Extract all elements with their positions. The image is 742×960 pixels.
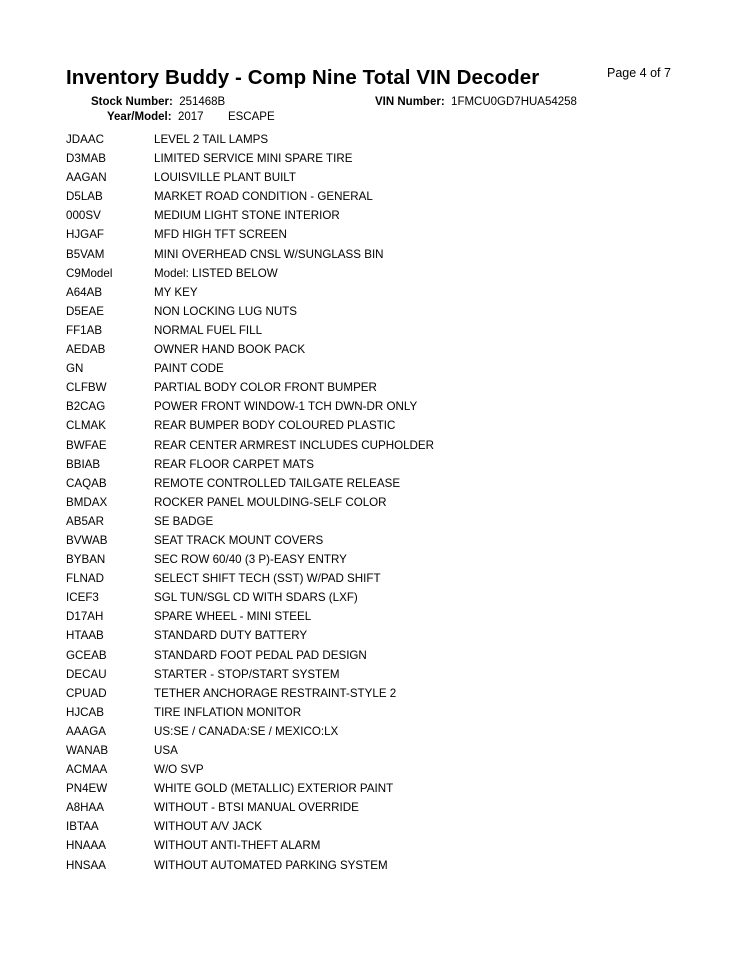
option-description: MEDIUM LIGHT STONE INTERIOR xyxy=(154,209,340,223)
option-description: NON LOCKING LUG NUTS xyxy=(154,304,298,318)
option-description: SGL TUN/SGL CD WITH SDARS (LXF) xyxy=(154,591,358,605)
list-item xyxy=(0,494,742,513)
option-description: REAR CENTER ARMREST INCLUDES CUPHOLDER xyxy=(154,438,435,452)
list-item xyxy=(0,303,742,322)
option-description: MINI OVERHEAD CNSL W/SUNGLASS BIN xyxy=(154,247,384,261)
page-number: Page 4 of 7 xyxy=(607,66,671,80)
list-item xyxy=(0,818,742,837)
list-item xyxy=(0,246,742,265)
option-description: SEC ROW 60/40 (3 P)-EASY ENTRY xyxy=(154,553,347,567)
list-item xyxy=(0,188,742,207)
option-code: CPUAD xyxy=(66,686,107,700)
vin-number-field xyxy=(375,96,577,108)
option-description: REAR BUMPER BODY COLOURED PLASTIC xyxy=(154,419,396,433)
list-item xyxy=(0,589,742,608)
option-code: AAAGA xyxy=(66,724,106,738)
list-item xyxy=(0,532,742,551)
option-code: BBIAB xyxy=(66,457,101,471)
option-code: C9Model xyxy=(66,266,113,280)
option-description: ROCKER PANEL MOULDING-SELF COLOR xyxy=(154,495,387,509)
option-code: D5LAB xyxy=(66,190,103,204)
list-item xyxy=(0,379,742,398)
option-description: WHITE GOLD (METALLIC) EXTERIOR PAINT xyxy=(154,782,394,796)
stock-number-field xyxy=(91,96,225,108)
option-description: REMOTE CONTROLLED TAILGATE RELEASE xyxy=(154,476,401,490)
list-item xyxy=(0,666,742,685)
list-item xyxy=(0,704,742,723)
option-code: BYBAN xyxy=(66,553,106,567)
list-item xyxy=(0,551,742,570)
year-value: 2017 xyxy=(177,111,204,123)
option-code: A64AB xyxy=(66,285,103,299)
list-item xyxy=(0,207,742,226)
list-item xyxy=(0,513,742,532)
vin-number-label: VIN Number: xyxy=(375,96,445,108)
list-item xyxy=(0,608,742,627)
option-description: LEVEL 2 TAIL LAMPS xyxy=(154,133,269,146)
option-description: PARTIAL BODY COLOR FRONT BUMPER xyxy=(154,381,377,395)
list-item xyxy=(0,723,742,742)
list-item xyxy=(0,284,742,303)
option-description: W/O SVP xyxy=(154,763,204,777)
option-code: HJGAF xyxy=(66,228,105,242)
list-item xyxy=(0,150,742,169)
option-description: WITHOUT AUTOMATED PARKING SYSTEM xyxy=(154,858,388,872)
option-description: Model: LISTED BELOW xyxy=(154,266,278,280)
option-description: REAR FLOOR CARPET MATS xyxy=(154,457,314,471)
option-code: ACMAA xyxy=(66,763,108,777)
option-description: SELECT SHIFT TECH (SST) W/PAD SHIFT xyxy=(154,572,381,586)
option-description: SPARE WHEEL - MINI STEEL xyxy=(154,610,312,624)
option-code: D3MAB xyxy=(66,152,106,166)
option-code: HNSAA xyxy=(66,858,106,872)
option-code: JDAAC xyxy=(66,133,105,146)
option-code: D5EAE xyxy=(66,304,105,318)
list-item xyxy=(0,322,742,341)
year-model-field xyxy=(107,111,275,123)
option-description: LIMITED SERVICE MINI SPARE TIRE xyxy=(154,152,353,166)
option-code: ICEF3 xyxy=(66,591,99,605)
option-code: CLFBW xyxy=(66,381,107,395)
list-item xyxy=(0,341,742,360)
option-description: SEAT TRACK MOUNT COVERS xyxy=(154,533,324,547)
list-item xyxy=(0,647,742,666)
option-code: A8HAA xyxy=(66,801,105,815)
list-item xyxy=(0,475,742,494)
option-code: GCEAB xyxy=(66,648,107,662)
list-item xyxy=(0,761,742,780)
option-description: WITHOUT ANTI-THEFT ALARM xyxy=(154,839,321,853)
option-code: D17AH xyxy=(66,610,104,624)
option-description: MARKET ROAD CONDITION - GENERAL xyxy=(154,190,373,204)
option-description: NORMAL FUEL FILL xyxy=(154,323,263,337)
option-description: WITHOUT - BTSI MANUAL OVERRIDE xyxy=(154,801,359,815)
option-code: HTAAB xyxy=(66,629,104,643)
option-code: BWFAE xyxy=(66,438,107,452)
option-code: AAGAN xyxy=(66,171,107,185)
option-description: OWNER HAND BOOK PACK xyxy=(154,343,306,357)
year-model-label: Year/Model: xyxy=(107,111,172,123)
list-item xyxy=(0,398,742,417)
list-item xyxy=(0,265,742,284)
option-description: USA xyxy=(154,744,178,757)
option-code: HJCAB xyxy=(66,705,105,719)
list-item xyxy=(0,456,742,475)
option-code: BMDAX xyxy=(66,495,108,509)
option-code: IBTAA xyxy=(66,820,99,834)
option-code: FF1AB xyxy=(66,323,103,337)
option-code: PN4EW xyxy=(66,782,108,796)
list-item xyxy=(0,169,742,188)
option-description: TETHER ANCHORAGE RESTRAINT-STYLE 2 xyxy=(154,686,397,700)
option-description: POWER FRONT WINDOW-1 TCH DWN-DR ONLY xyxy=(154,400,418,414)
list-item xyxy=(0,742,742,761)
option-description: MFD HIGH TFT SCREEN xyxy=(154,228,287,242)
option-code: AEDAB xyxy=(66,343,106,357)
stock-number-label: Stock Number: xyxy=(91,96,173,108)
option-code: WANAB xyxy=(66,744,109,757)
list-item xyxy=(0,226,742,245)
list-item xyxy=(0,780,742,799)
option-code: CLMAK xyxy=(66,419,106,433)
option-description: TIRE INFLATION MONITOR xyxy=(154,705,302,719)
option-code: BVWAB xyxy=(66,533,108,547)
option-code: B2CAG xyxy=(66,400,106,414)
option-description: SE BADGE xyxy=(154,514,214,528)
option-code: AB5AR xyxy=(66,514,105,528)
option-description: MY KEY xyxy=(154,285,198,299)
option-code: HNAAA xyxy=(66,839,106,853)
option-code: 000SV xyxy=(66,209,101,223)
option-description: STANDARD DUTY BATTERY xyxy=(154,629,308,643)
option-code: FLNAD xyxy=(66,572,105,586)
option-code: GN xyxy=(66,362,84,376)
option-code-list xyxy=(0,131,742,876)
option-code: DECAU xyxy=(66,667,107,681)
list-item xyxy=(0,837,742,856)
option-description: LOUISVILLE PLANT BUILT xyxy=(154,171,296,185)
list-item xyxy=(0,799,742,818)
list-item xyxy=(0,360,742,379)
option-description: PAINT CODE xyxy=(154,362,224,376)
list-item xyxy=(0,685,742,704)
list-item xyxy=(0,857,742,876)
model-value: ESCAPE xyxy=(227,111,275,123)
option-code: CAQAB xyxy=(66,476,107,490)
option-code: B5VAM xyxy=(66,247,105,261)
option-description: STARTER - STOP/START SYSTEM xyxy=(154,667,340,681)
stock-number-value: 251468B xyxy=(179,96,226,108)
list-item xyxy=(0,437,742,456)
option-description: WITHOUT A/V JACK xyxy=(154,820,263,834)
list-item xyxy=(0,570,742,589)
list-item xyxy=(0,131,742,150)
option-description: STANDARD FOOT PEDAL PAD DESIGN xyxy=(154,648,367,662)
list-item xyxy=(0,417,742,436)
list-item xyxy=(0,627,742,646)
page-title: Inventory Buddy - Comp Nine Total VIN Decoder xyxy=(66,66,540,89)
option-description: US:SE / CANADA:SE / MEXICO:LX xyxy=(154,724,339,738)
vin-number-value: 1FMCU0GD7HUA54258 xyxy=(451,96,577,108)
